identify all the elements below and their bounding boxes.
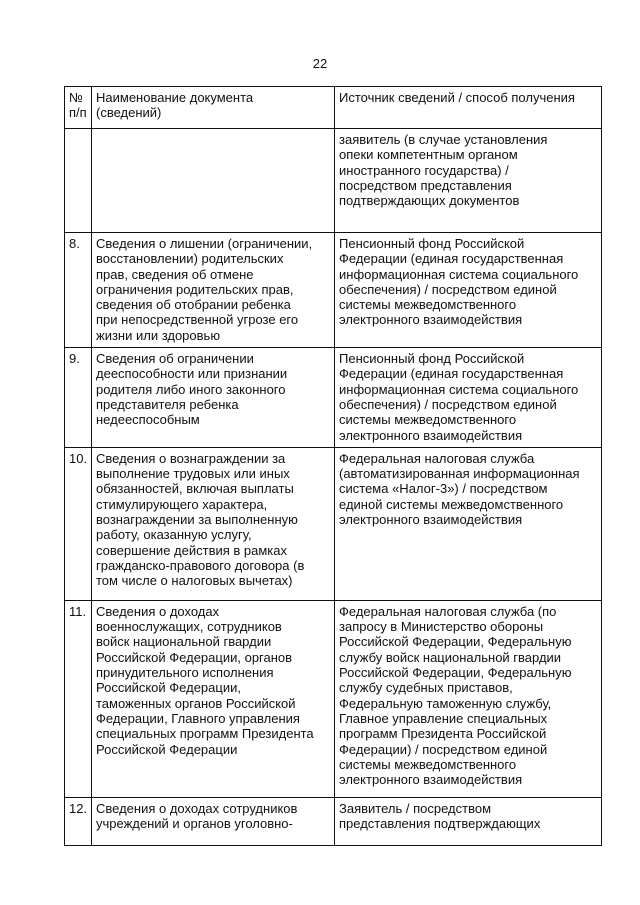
- row-source: Федеральная налоговая служба (по запросу в Министерство обороны Российской Федерации, Федеральную службу войск национальной гвардии Российской Федерации, Федеральную службу судебных приставов, Федеральную таможенную службу, Главное управление специальных программ Президента Российской Федерации) / посредством единой системы межведомственного электронного взаимодействия: [335, 600, 602, 797]
- table-row: [65, 129, 602, 233]
- row-source: Пенсионный фонд Российской Федерации (единая государственная информационная система социального обеспечения) / посредством единой системы межведомственного электронного взаимодействия: [335, 233, 602, 348]
- header-source: Источник сведений / способ получения: [335, 87, 602, 129]
- header-document-name: Наименование документа (сведений): [92, 87, 335, 129]
- header-number: № п/п: [65, 87, 92, 129]
- table-row: [65, 600, 602, 797]
- table-row: [65, 447, 602, 600]
- row-number: 9.: [65, 348, 92, 448]
- row-number: 8.: [65, 233, 92, 348]
- row-document-name: [92, 129, 335, 233]
- row-document-name: Сведения об ограничении дееспособности или признании родителя либо иного законного представителя ребенка недееспособным: [92, 348, 335, 448]
- row-number: 12.: [65, 797, 92, 845]
- table-row: [65, 348, 602, 448]
- row-document-name: Сведения о доходах сотрудников учреждений и органов уголовно-: [92, 797, 335, 845]
- table-row: [65, 233, 602, 348]
- documents-table: [64, 86, 602, 846]
- row-document-name: Сведения о лишении (ограничении, восстановлении) родительских прав, сведения об отмене ограничения родительских прав, сведения об отобрании ребенка при непосредственной угрозе его жизни или здоровью: [92, 233, 335, 348]
- row-document-name: Сведения о доходах военнослужащих, сотрудников войск национальной гвардии Российской Федерации, органов принудительного исполнения Российской Федерации, таможенных органов Российской Федерации, Главного управления специальных программ Президента Российской Федерации: [92, 600, 335, 797]
- row-source: заявитель (в случае установления опеки компетентным органом иностранного государства) / посредством представления подтверждающих документов: [335, 129, 602, 233]
- row-number: 11.: [65, 600, 92, 797]
- page-number: 22: [312, 56, 328, 71]
- row-document-name: Сведения о вознаграждении за выполнение трудовых или иных обязанностей, включая выплаты стимулирующего характера, вознаграждении за выполненную работу, оказанную услугу, совершение действия в рамках гражданско-правового договора (в том числе о налоговых вычетах): [92, 447, 335, 600]
- table-header-row: [65, 87, 602, 129]
- row-source: Пенсионный фонд Российской Федерации (единая государственная информационная система социального обеспечения) / посредством единой системы межведомственного электронного взаимодействия: [335, 348, 602, 448]
- row-number: 10.: [65, 447, 92, 600]
- row-number: [65, 129, 92, 233]
- row-source: Федеральная налоговая служба (автоматизированная информационная система «Налог-3») / посредством единой системы межведомственного электронного взаимодействия: [335, 447, 602, 600]
- table-row: [65, 797, 602, 845]
- row-source: Заявитель / посредством представления подтверждающих: [335, 797, 602, 845]
